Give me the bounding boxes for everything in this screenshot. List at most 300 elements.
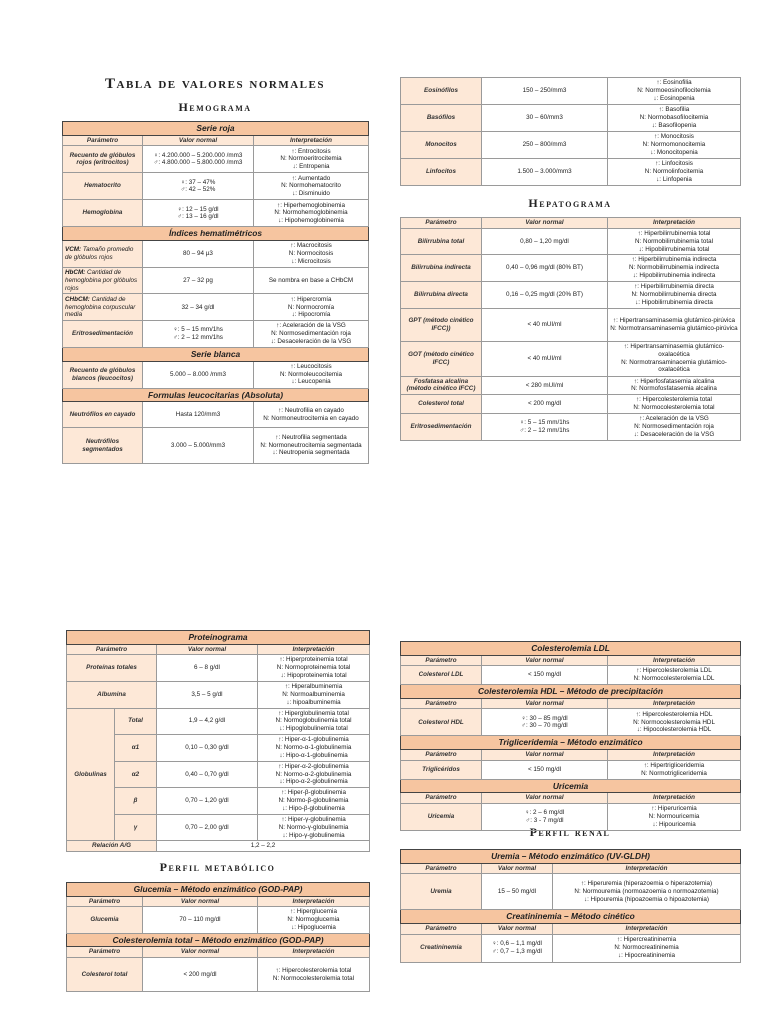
- interpretation-cell-line: ↑: Hipercolesterolemia HDL: [635, 710, 713, 718]
- value-cell-line: ♀: 5 – 15 mm/1hs: [519, 419, 570, 427]
- value-cell: [143, 428, 254, 464]
- interpretation-cell-line: ↓: Entropenia: [292, 163, 330, 171]
- param-cell: Linfocitos: [401, 159, 482, 186]
- param-cell: Monocitos: [401, 132, 482, 159]
- interpretation-cell: [608, 341, 741, 376]
- interpretation-cell-line: ↑: Aumentado: [291, 174, 331, 182]
- perfil-renal-table: [400, 849, 741, 963]
- column-header-interp: Interpretación: [553, 923, 741, 934]
- interpretation-cell-line: ↑: Aceleración de la VSG: [639, 415, 709, 423]
- value-cell-line: ♀: 30 – 85 mg/dl: [521, 714, 568, 722]
- section-colesterolemia-total: Colesterolemia total – Método enzimático (GOD-PAP): [67, 933, 370, 947]
- interpretation-cell-line: ↑: Hiperuricemia: [651, 805, 697, 813]
- interpretation-cell-line: N: Normocromía: [287, 303, 335, 311]
- interpretation-cell-line: N: Normocolesterolemia LDL: [633, 675, 715, 683]
- param-cell: [63, 294, 143, 321]
- table-row: [401, 132, 741, 159]
- param-cell: Colesterol HDL: [401, 709, 482, 736]
- interpretation-cell-line: N: Normoalbuminemia: [282, 690, 345, 698]
- interpretation-cell-line: N: Normobilirrubinemia total: [634, 237, 714, 245]
- table-row: [401, 159, 741, 186]
- interpretation-cell-line: ↓: Hipobilirrubinemia directa: [635, 298, 713, 306]
- interpretation-cell-line: ↓: Microcitosis: [291, 257, 331, 265]
- value-cell: [157, 735, 258, 762]
- value-cell-line: ♀: 5 – 15 mm/1hs: [173, 326, 223, 334]
- table-row: [401, 666, 741, 685]
- globulina-sub-cell: Total: [115, 708, 157, 735]
- value-cell-line: < 280 mUI/ml: [525, 381, 564, 389]
- param-cell: [63, 267, 143, 294]
- param-cell: Uremia: [401, 874, 482, 910]
- value-cell: [482, 78, 608, 105]
- section-trigliceridemia-row: [401, 736, 741, 750]
- interpretation-cell-line: N: Normoglucemia: [287, 916, 340, 924]
- interpretation-cell-line: ↓: Hipobilirrubinemia indirecta: [632, 272, 716, 280]
- interpretation-cell-line: N: Normocolesterolemia HDL: [633, 718, 715, 726]
- interpretation-cell: [608, 282, 741, 309]
- value-cell-line: ♂: 13 – 16 g/dl: [177, 213, 219, 221]
- table-row: [63, 321, 369, 348]
- value-cell-line: 0,10 – 0,30 g/dl: [185, 743, 229, 751]
- value-cell: [143, 361, 254, 388]
- interpretation-cell-line: ↓: Leucopenia: [291, 378, 331, 386]
- column-header-param: Parámetro: [67, 644, 157, 655]
- param-cell: Colesterol LDL: [401, 666, 482, 685]
- value-cell: [482, 228, 608, 255]
- interpretation-cell-line: N: Normosedimentación roja: [271, 330, 351, 338]
- interpretation-cell-line: ↓: Hipo-β-globulinemia: [282, 804, 345, 812]
- param-cell: Basófilos: [401, 105, 482, 132]
- interpretation-cell-line: ↓: Hipohemoglobinemia: [278, 217, 344, 225]
- value-cell-line: 0,40 – 0,70 g/dl: [185, 770, 229, 778]
- interpretation-cell-line: ↑: Hiperbilirrubinemia directa: [634, 283, 714, 291]
- param-cell: Bilirrubina indirecta: [401, 255, 482, 282]
- value-cell-line: < 40 mUI/ml: [527, 320, 562, 328]
- table-row: [63, 294, 369, 321]
- interpretation-cell-line: ↓: Hipo-α-2-globulinemia: [279, 778, 348, 786]
- section-indices-row: [63, 227, 369, 241]
- section-formulas: Formulas leucocitarias (Absoluta): [63, 388, 369, 402]
- param-cell: Eosinófilos: [401, 78, 482, 105]
- value-cell: [143, 294, 254, 321]
- interpretation-cell: [254, 173, 369, 200]
- column-header-valor: Valor normal: [482, 749, 608, 760]
- interpretation-cell-line: N: Normocolesterolemia total: [633, 404, 715, 412]
- interpretation-cell: [608, 78, 741, 105]
- column-header-interp: Interpretación: [258, 644, 370, 655]
- interpretation-cell: [553, 934, 741, 962]
- interpretation-cell: [258, 708, 370, 735]
- table-row: [401, 282, 741, 309]
- column-header-param: Parámetro: [67, 947, 143, 958]
- value-cell: [482, 308, 608, 341]
- section-creatininemia-row: [401, 910, 741, 924]
- interpretation-cell-line: N: Normobasofilocitemia: [639, 114, 709, 122]
- value-cell-line: 27 – 32 pg: [183, 276, 213, 284]
- interpretation-cell: [608, 395, 741, 414]
- section-uricemia-row: [401, 779, 741, 793]
- column-header-interp: Interpretación: [608, 749, 741, 760]
- interpretation-cell-line: N: Normoneutrocitemia segmentada: [260, 441, 362, 449]
- interpretation-cell-line: ↑: Hipercolesterolemia total: [636, 396, 712, 404]
- interpretation-cell-line: N: Normosedimentación roja: [634, 423, 714, 431]
- value-cell: [482, 803, 608, 830]
- column-header-row: [401, 698, 741, 709]
- value-cell: [143, 958, 258, 992]
- interpretation-cell-line: ↑: Hiperproteinemia total: [279, 656, 348, 664]
- interpretation-cell-line: ↓: Hipocromía: [291, 311, 331, 319]
- value-cell-line: ♀: 2 – 6 mg/dl: [524, 809, 565, 817]
- hepatograma-table: [400, 217, 741, 441]
- value-cell-line: ♂: 4.800.000 – 5.800.000 /mm3: [153, 159, 243, 167]
- table-row: [401, 376, 741, 395]
- value-cell-line: 30 – 60/mm3: [526, 114, 563, 122]
- interpretation-cell: [608, 105, 741, 132]
- param-cell: Uricemia: [401, 803, 482, 830]
- table-row: [67, 708, 370, 735]
- interpretation-cell: [254, 321, 369, 348]
- value-cell-line: ♂: 2 – 12 mm/1hs: [519, 427, 570, 435]
- table-row: [63, 361, 369, 388]
- column-header-row: [401, 655, 741, 666]
- section-colesterolemia-total-row: [67, 933, 370, 947]
- value-cell: [157, 814, 258, 841]
- section-proteinograma: Proteinograma: [67, 631, 370, 645]
- param-cell: Triglicéridos: [401, 760, 482, 779]
- table-row: [401, 934, 741, 962]
- interpretation-cell: [254, 402, 369, 428]
- value-cell-line: ♀: 37 – 47%: [180, 178, 216, 186]
- column-header-param: Parámetro: [401, 793, 482, 804]
- page-title: Tabla de valores normales: [105, 76, 325, 92]
- interpretation-cell-line: N: Normobilirrubinemia indirecta: [629, 264, 719, 272]
- value-cell-line: 0,70 – 1,20 g/dl: [185, 797, 229, 805]
- interpretation-cell-line: N: Normolinfocitemia: [644, 168, 704, 176]
- value-cell-line: 150 – 250/mm3: [522, 87, 567, 95]
- param-cell: Recuento de glóbulos blancos (leucocitos): [63, 361, 143, 388]
- interpretation-cell-line: ↑: Linfocitosis: [655, 160, 693, 168]
- column-header-valor: Valor normal: [143, 896, 258, 907]
- interpretation-cell-line: ↑: Hipertransaminasemia glutámico- oxalacética: [623, 342, 725, 358]
- interpretation-cell: [608, 132, 741, 159]
- section-serie-roja-row: [63, 122, 369, 136]
- column-header-interp: Interpretación: [608, 655, 741, 666]
- column-header-row: [67, 644, 370, 655]
- table-row: [63, 402, 369, 428]
- heading-hepatograma: Hepatograma: [528, 196, 612, 210]
- interpretation-cell-line: ↓: Desaceleración de la VSG: [633, 430, 715, 438]
- table-row: [67, 655, 370, 682]
- value-cell: [143, 907, 258, 934]
- value-cell-line: ♂: 2 – 12 mm/1hs: [173, 334, 223, 342]
- section-serie-blanca: Serie blanca: [63, 348, 369, 362]
- interpretation-cell-line: ↓: Hipoglobulinemia total: [279, 725, 348, 733]
- section-glucemia: Glucemia – Método enzimático (GOD-PAP): [67, 883, 370, 897]
- globulina-sub-cell: α1: [115, 735, 157, 762]
- interpretation-cell-line: N: Normouremia (normoazoemia o normoazotemia): [574, 887, 719, 895]
- interpretation-cell-line: N: Normo-α-2-globulinemia: [275, 770, 352, 778]
- value-cell: [143, 321, 254, 348]
- param-cell: Bilirrubina total: [401, 228, 482, 255]
- column-header-valor: Valor normal: [143, 135, 254, 146]
- interpretation-cell-line: ↓: Disminuido: [292, 190, 330, 198]
- column-header-valor: Valor normal: [482, 863, 553, 874]
- section-uricemia: Uricemia: [401, 779, 741, 793]
- globulina-sub-cell: α2: [115, 761, 157, 788]
- table-row: [401, 105, 741, 132]
- interpretation-cell: [254, 361, 369, 388]
- value-cell-line: 0,40 – 0,96 mg/dl (80% BT): [505, 264, 583, 272]
- param-desc: Cantidad de hemoglobina por glóbulos rojos: [65, 268, 138, 292]
- column-header-row: [401, 793, 741, 804]
- param-desc: Tamaño promedio de glóbulos rojos: [65, 246, 134, 261]
- table-row: [63, 267, 369, 294]
- interpretation-cell-line: N: Normohemoglobinemia: [274, 209, 348, 217]
- param-cell: Eritrosedimentación: [401, 414, 482, 441]
- heading-hemograma: Hemograma: [178, 100, 252, 114]
- value-cell: [143, 402, 254, 428]
- section-indices: Índices hematimétricos: [63, 227, 369, 241]
- interpretation-cell: [258, 761, 370, 788]
- interpretation-cell: [258, 681, 370, 708]
- interpretation-cell-line: ↑: Hiper-α-1-globulinemia: [278, 736, 349, 744]
- interpretation-cell-line: ↑: Eosinofilia: [656, 79, 692, 87]
- interpretation-cell: [258, 788, 370, 815]
- value-cell: [143, 173, 254, 200]
- column-header-valor: Valor normal: [482, 793, 608, 804]
- interpretation-cell-line: ↓: Hipouricemia: [652, 820, 696, 828]
- value-cell-line: 70 – 110 mg/dl: [179, 916, 221, 924]
- interpretation-cell-line: ↓: Hipoglucemia: [291, 924, 336, 932]
- column-header-interp: Interpretación: [258, 896, 370, 907]
- table-row: [63, 428, 369, 464]
- interpretation-cell-line: ↓: Monocitopenia: [650, 148, 698, 156]
- table-row: [67, 958, 370, 992]
- column-header-interp: Interpretación: [553, 863, 741, 874]
- interpretation-cell-line: N: Normobilirrubinemia directa: [631, 290, 717, 298]
- value-cell-line: ♀: 0,6 – 1,1 mg/dl: [492, 940, 542, 948]
- interpretation-cell-line: ↓: Hipoproteinemia total: [280, 672, 347, 680]
- interpretation-cell: [254, 200, 369, 227]
- column-header-row: [67, 947, 370, 958]
- value-cell-line: ♂: 0,7 – 1,3 mg/dl: [492, 948, 542, 956]
- interpretation-cell-line: ↑: Hiperbilirrubinemia total: [637, 229, 711, 237]
- value-cell: [482, 255, 608, 282]
- table-row: [401, 803, 741, 830]
- value-cell: [157, 681, 258, 708]
- value-cell: [157, 655, 258, 682]
- table-row: [67, 681, 370, 708]
- interpretation-cell: [254, 294, 369, 321]
- value-cell-line: ♂: 42 – 52%: [180, 186, 216, 194]
- interpretation-cell-line: ↑: Hiper-α-2-globulinemia: [278, 762, 349, 770]
- column-header-row: [63, 135, 369, 146]
- interpretation-cell-line: ↑: Hipertransaminasemia glutámico-pirúvica: [612, 316, 736, 324]
- interpretation-cell-line: N: Normouricemia: [648, 812, 700, 820]
- column-header-interp: Interpretación: [608, 698, 741, 709]
- table-row: [401, 874, 741, 910]
- interpretation-cell-line: N: Normo-α-1-globulinemia: [275, 743, 352, 751]
- column-header-row: [401, 749, 741, 760]
- value-cell-line: 0,70 – 2,00 g/dl: [185, 823, 229, 831]
- interpretation-cell: [608, 228, 741, 255]
- table-row: [401, 395, 741, 414]
- table-row: [63, 200, 369, 227]
- interpretation-cell: [608, 414, 741, 441]
- value-cell-line: < 150 mg/dl: [527, 765, 562, 773]
- column-header-valor: Valor normal: [482, 698, 608, 709]
- interpretation-cell-line: ↑: Entrocitosis: [291, 147, 331, 155]
- globulina-sub-cell: β: [115, 788, 157, 815]
- column-header-interp: Interpretación: [608, 218, 741, 229]
- column-header-param: Parámetro: [401, 698, 482, 709]
- section-uremia-row: [401, 850, 741, 864]
- value-cell-line: < 200 mg/dl: [183, 970, 217, 978]
- interpretation-cell-line: ↑: Hiperuremia (hiperazoemia o hiperazotemia): [580, 880, 713, 888]
- interpretation-cell-line: ↓: Desaceleración de la VSG: [270, 338, 352, 346]
- heading-perfil-metabolico: Perfil metabólico: [159, 860, 276, 874]
- value-cell-line: 3,5 – 5 g/dl: [191, 690, 223, 698]
- interpretation-cell-line: ↓: Hipocreatininemia: [617, 952, 676, 960]
- column-header-valor: Valor normal: [143, 947, 258, 958]
- param-cell: Albumina: [67, 681, 157, 708]
- value-cell: [143, 267, 254, 294]
- interpretation-cell-line: ↑: Hiperalbuminemia: [284, 682, 343, 690]
- column-header-row: [401, 863, 741, 874]
- column-header-param: Parámetro: [67, 896, 143, 907]
- column-header-row: [401, 218, 741, 229]
- globulina-sub-cell: γ: [115, 814, 157, 841]
- column-header-interp: Interpretación: [258, 947, 370, 958]
- interpretation-cell-line: ↑: Hipercromía: [290, 295, 332, 303]
- param-cell: [63, 240, 143, 267]
- section-serie-blanca-row: [63, 348, 369, 362]
- interpretation-cell-line: ↓: Hipocolesterolemia HDL: [636, 726, 712, 734]
- column-header-valor: Valor normal: [482, 218, 608, 229]
- interpretation-cell-line: ↓: Eosinopenia: [653, 94, 695, 102]
- section-proteinograma-row: [67, 631, 370, 645]
- table-row: [401, 308, 741, 341]
- param-cell: Colesterol total: [67, 958, 143, 992]
- column-header-valor: Valor normal: [482, 923, 553, 934]
- interpretation-cell-line: Se nombra en base a CHbCM: [268, 276, 354, 284]
- value-cell-line: ♀: 12 – 15 g/dl: [177, 205, 219, 213]
- interpretation-cell: [608, 159, 741, 186]
- interpretation-cell-line: N: Normoneutrocitemia en cayado: [263, 414, 359, 422]
- value-cell: [482, 934, 553, 962]
- value-cell: [482, 105, 608, 132]
- value-cell-line: 0,16 – 0,25 mg/dl (20% BT): [505, 290, 583, 298]
- interpretation-cell-line: ↑: Hiper-γ-globulinemia: [281, 815, 346, 823]
- value-cell: [482, 414, 608, 441]
- column-header-row: [67, 896, 370, 907]
- interpretation-cell: [254, 240, 369, 267]
- interpretation-cell-line: ↓: Basofilopenia: [651, 121, 697, 129]
- interpretation-cell-line: N: Normo-β-globulinemia: [278, 797, 349, 805]
- param-cell: Proteínas totales: [67, 655, 157, 682]
- interpretation-cell-line: N: Normocolesterolemia total: [272, 974, 355, 982]
- interpretation-cell-line: ↑: Neutrofilia en cayado: [278, 406, 344, 414]
- value-cell: [482, 395, 608, 414]
- param-cell: Neutrófilos segmentados: [63, 428, 143, 464]
- value-cell: [157, 708, 258, 735]
- perfil-metabolico-table: [66, 882, 370, 992]
- table-row: [401, 78, 741, 105]
- column-header-row: [401, 923, 741, 934]
- value-cell-line: 6 – 8 g/dl: [194, 664, 220, 672]
- column-header-param: Parámetro: [401, 863, 482, 874]
- interpretation-cell-line: ↑: Hiperglucemia: [290, 908, 337, 916]
- interpretation-cell-line: ↑: Hiperbilirrubinemia indirecta: [631, 256, 717, 264]
- globulinas-label: Globulinas: [67, 708, 115, 841]
- value-cell: [157, 761, 258, 788]
- interpretation-cell-line: ↑: Hiperfosfatasemia alcalina: [633, 377, 715, 385]
- interpretation-cell: [258, 958, 370, 992]
- value-cell-line: 1,9 – 4,2 g/dl: [188, 717, 226, 725]
- param-cell: Fosfatasa alcalina (método cinético IFCC): [401, 376, 482, 395]
- interpretation-cell-line: ↑: Hipercolesterolemia total: [275, 966, 352, 974]
- value-cell: [482, 874, 553, 910]
- value-cell: [482, 132, 608, 159]
- interpretation-cell: [553, 874, 741, 910]
- param-abbr: HbCM:: [65, 268, 86, 276]
- interpretation-cell: [608, 760, 741, 779]
- value-cell: [157, 788, 258, 815]
- table-row: [401, 709, 741, 736]
- section-ldl: Colesterolemia LDL: [401, 642, 741, 656]
- value-cell-line: 3.000 – 5.000/mm3: [170, 441, 226, 449]
- param-abbr: VCM:: [65, 246, 82, 253]
- column-header-interp: Interpretación: [608, 793, 741, 804]
- interpretation-cell: [258, 655, 370, 682]
- value-cell-line: 250 – 800/mm3: [522, 141, 567, 149]
- relacion-value: 1,2 – 2,2: [157, 841, 370, 852]
- relacion-label: Relación A/G: [67, 841, 157, 852]
- interpretation-cell: [608, 803, 741, 830]
- proteinograma-table: [66, 630, 370, 852]
- param-desc: Cantidad de hemoglobina corpuscular media: [65, 295, 136, 319]
- interpretation-cell-line: ↑: Hipercreatininemia: [616, 936, 677, 944]
- interpretation-cell: [608, 666, 741, 685]
- table-row: [401, 341, 741, 376]
- param-cell: Eritrosedimentación: [63, 321, 143, 348]
- interpretation-cell-line: N: Normomonocitemia: [642, 141, 706, 149]
- param-cell: Recuento de glóbulos rojos (eritrocitos): [63, 146, 143, 173]
- section-creatininemia: Creatininemia – Método cinético: [401, 910, 741, 924]
- interpretation-cell-line: ↑: Hiper-β-globulinemia: [281, 789, 346, 797]
- interpretation-cell: [254, 428, 369, 464]
- value-cell-line: ♂: 30 – 70 mg/dl: [521, 722, 568, 730]
- value-cell-line: ♀: 4.200.000 – 5.200.000 /mm3: [153, 151, 243, 159]
- interpretation-cell-line: ↑: Hipertrigliceridemia: [643, 761, 705, 769]
- interpretation-cell-line: N: Normotransaminacemia glutámico-oxalacética: [621, 358, 727, 374]
- interpretation-cell: [258, 907, 370, 934]
- value-cell: [482, 341, 608, 376]
- interpretation-cell-line: ↓: Hipo-γ-globulinemia: [282, 831, 345, 839]
- interpretation-cell-line: ↑: Neutrofilia segmentada: [275, 433, 347, 441]
- interpretation-cell-line: N: Normocreatininemia: [614, 944, 679, 952]
- column-header-valor: Valor normal: [482, 655, 608, 666]
- value-cell: [143, 240, 254, 267]
- interpretation-cell-line: N: Normotransaminasemia glutámico-pirúvica: [610, 324, 738, 332]
- param-cell: Creatininemia: [401, 934, 482, 962]
- heading-perfil-renal: Perfil renal: [529, 825, 611, 839]
- interpretation-cell-line: N: Normoleucocitemia: [280, 370, 342, 378]
- column-header-param: Parámetro: [401, 218, 482, 229]
- interpretation-cell: [254, 146, 369, 173]
- interpretation-cell: [608, 308, 741, 341]
- interpretation-cell-line: ↑: Hipercolesterolemia LDL: [636, 667, 712, 675]
